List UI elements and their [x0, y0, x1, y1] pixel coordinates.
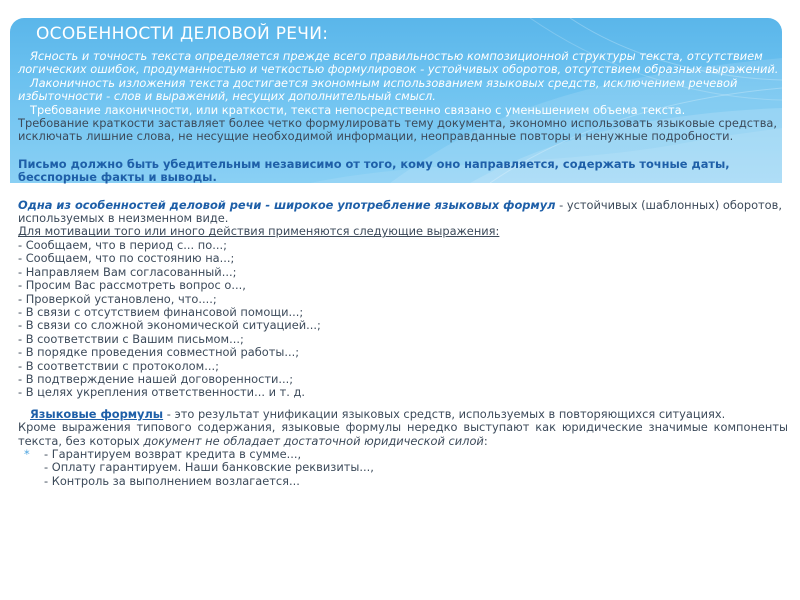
- slide-title: ОСОБЕННОСТИ ДЕЛОВОЙ РЕЧИ:: [36, 24, 329, 44]
- phrase-item: - В соответствии с Вашим письмом...;: [18, 331, 244, 346]
- paragraph-formulas-definition: [18, 408, 788, 421]
- formulas-italic: документ не обладает достаточной юридической силой: [143, 433, 484, 448]
- formulas-intro-rest: - устойчивых (шаблонных) оборотов, используемых в неизменном виде.: [18, 197, 782, 226]
- formulas-more: Кроме выражения типового содержания, языковые формулы нередко выступают как юридические значимые компоненты текста, без которых: [18, 420, 788, 448]
- paragraph-conciseness: Лаконичность изложения текста достигается экономным использованием языковых средств, исключением речевой избыточности - слов и выражений, несущих дополнительный смысл.: [18, 75, 738, 104]
- example-item: - Контроль за выполнением возлагается...: [44, 473, 300, 488]
- paragraph-persuasive: Письмо должно быть убедительным независимо от того, кому оно направляется, содержать точные даты, бесспорные факты и выводы.: [18, 156, 730, 185]
- example-item: * - Гарантируем возврат кредита в сумме...,: [24, 446, 302, 461]
- phrase-item: - В порядке проведения совместной работы...;: [18, 345, 300, 360]
- phrase-item: - Проверкой установлено, что....;: [18, 291, 217, 306]
- phrase-item: - Направляем Вам согласованный...;: [18, 264, 237, 279]
- phrase-item: - Просим Вас рассмотреть вопрос о...,: [18, 278, 246, 293]
- phrase-item: - Сообщаем, что в период с... по...;: [18, 237, 227, 252]
- paragraph-brevity-effect: Требование краткости заставляет более четко формулировать тему документа, экономно использовать языковые средства, исключать лишние слова, не несущие необходимой информации, неоправданные повторы и ненужные подробности.: [18, 116, 778, 144]
- bullet-icon: *: [24, 446, 30, 461]
- paragraph-brevity-requirement: Требование лаконичности, или краткости, текста непосредственно связано с уменьшением объема текста.: [30, 102, 686, 117]
- paragraph-formulas-intro: [18, 199, 788, 226]
- formulas-emphasis: Одна из особенностей деловой речи - широкое употребление языковых формул: [18, 197, 556, 212]
- phrase-item: - В подтверждение нашей договоренности...;: [18, 371, 294, 386]
- formulas-end: :: [483, 433, 488, 448]
- example-list: [18, 448, 788, 488]
- slide-content: [18, 50, 788, 488]
- phrase-item: - Сообщаем, что по состоянию на...;: [18, 251, 235, 266]
- formulas-definition: - это результат унификации языковых средств, используемых в повторяющихся ситуациях.: [163, 406, 726, 421]
- paragraph-clarity: Ясность и точность текста определяется прежде всего правильностью композиционной структуры текста, отсутствием логических ошибок, продуманностью и четкостью формулировок - устойчивых оборотов, отсутствием образных выражений.: [18, 49, 779, 77]
- example-item: - Оплату гарантируем. Наши банковские реквизиты...,: [44, 460, 374, 475]
- phrase-item: - В целях укрепления ответственности... и т. д.: [18, 385, 305, 400]
- phrase-item: - В соответствии с протоколом...;: [18, 358, 219, 373]
- motivation-heading: Для мотивации того или иного действия применяются следующие выражения:: [18, 224, 500, 239]
- formulas-term: Языковые формулы: [30, 406, 164, 421]
- phrase-item: - В связи с отсутствием финансовой помощи...;: [18, 304, 304, 319]
- motivation-phrase-list: [18, 239, 788, 400]
- paragraph-formulas-legal: [18, 421, 788, 448]
- phrase-item: - В связи со сложной экономической ситуацией...;: [18, 318, 321, 333]
